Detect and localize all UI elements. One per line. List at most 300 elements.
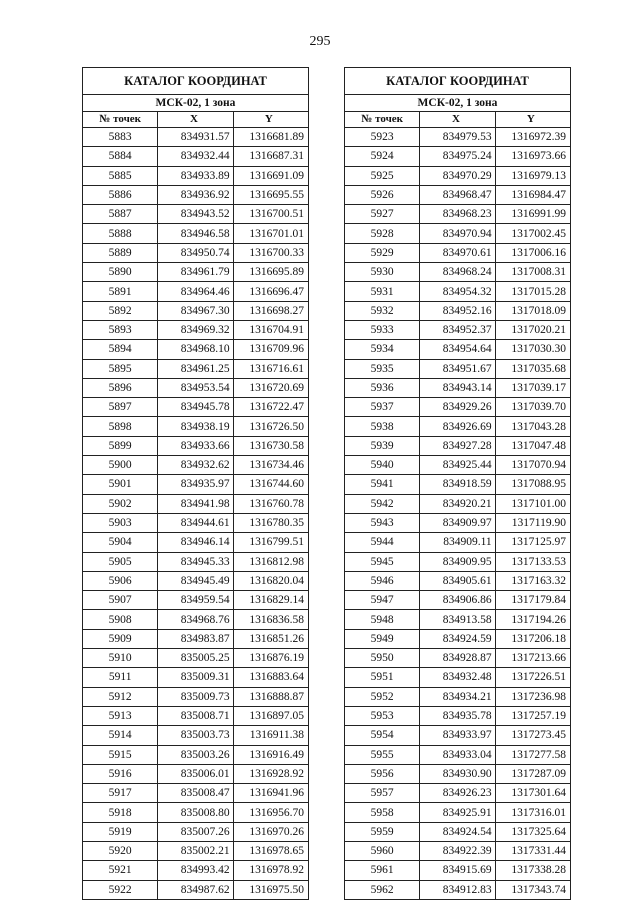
point-number-cell: 5915 <box>83 745 158 764</box>
table-row <box>345 706 571 725</box>
table-row <box>345 513 571 532</box>
y-coordinate-cell: 1317070.94 <box>495 456 570 475</box>
table-row <box>83 340 309 359</box>
x-coordinate-cell: 834961.79 <box>158 263 233 282</box>
point-number-cell: 5945 <box>345 552 420 571</box>
y-coordinate-cell: 1316972.39 <box>495 128 570 147</box>
point-number-cell: 5886 <box>83 185 158 204</box>
x-coordinate-cell: 834915.69 <box>420 861 495 880</box>
x-coordinate-cell: 834987.62 <box>158 880 233 899</box>
table-row <box>345 166 571 185</box>
point-number-cell: 5883 <box>83 128 158 147</box>
x-coordinate-cell: 834930.90 <box>420 764 495 783</box>
point-number-cell: 5962 <box>345 880 420 899</box>
table-row <box>345 745 571 764</box>
x-coordinate-cell: 834944.61 <box>158 513 233 532</box>
table-row <box>83 513 309 532</box>
y-coordinate-cell: 1316829.14 <box>233 591 308 610</box>
table-row <box>83 706 309 725</box>
table-row <box>345 205 571 224</box>
x-coordinate-cell: 835002.21 <box>158 841 233 860</box>
y-coordinate-cell: 1316851.26 <box>233 629 308 648</box>
table-row <box>345 571 571 590</box>
y-coordinate-cell: 1316681.89 <box>233 128 308 147</box>
x-coordinate-cell: 834968.23 <box>420 205 495 224</box>
point-number-cell: 5885 <box>83 166 158 185</box>
table-row <box>83 745 309 764</box>
x-coordinate-cell: 835009.73 <box>158 687 233 706</box>
point-number-cell: 5921 <box>83 861 158 880</box>
table-row <box>83 436 309 455</box>
point-number-cell: 5919 <box>83 822 158 841</box>
x-coordinate-cell: 834920.21 <box>420 494 495 513</box>
table-row <box>83 282 309 301</box>
y-coordinate-cell: 1317006.16 <box>495 243 570 262</box>
point-number-cell: 5898 <box>83 417 158 436</box>
table-row <box>83 687 309 706</box>
y-coordinate-cell: 1316975.50 <box>233 880 308 899</box>
table-row <box>345 378 571 397</box>
point-number-cell: 5930 <box>345 263 420 282</box>
catalog-rows <box>345 128 571 900</box>
table-row <box>83 224 309 243</box>
x-coordinate-cell: 834945.33 <box>158 552 233 571</box>
x-coordinate-cell: 834925.44 <box>420 456 495 475</box>
point-number-cell: 5938 <box>345 417 420 436</box>
y-coordinate-cell: 1316978.65 <box>233 841 308 860</box>
x-coordinate-cell: 834979.53 <box>420 128 495 147</box>
table-row <box>345 726 571 745</box>
point-number-cell: 5911 <box>83 668 158 687</box>
x-coordinate-cell: 834927.28 <box>420 436 495 455</box>
x-coordinate-cell: 834954.32 <box>420 282 495 301</box>
y-coordinate-cell: 1316991.99 <box>495 205 570 224</box>
point-number-cell: 5958 <box>345 803 420 822</box>
table-row <box>345 784 571 803</box>
y-coordinate-cell: 1316696.47 <box>233 282 308 301</box>
point-number-cell: 5937 <box>345 398 420 417</box>
table-row <box>83 398 309 417</box>
point-number-cell: 5954 <box>345 726 420 745</box>
table-row <box>345 533 571 552</box>
point-number-cell: 5950 <box>345 649 420 668</box>
x-coordinate-cell: 834909.11 <box>420 533 495 552</box>
y-coordinate-cell: 1316984.47 <box>495 185 570 204</box>
point-number-cell: 5909 <box>83 629 158 648</box>
x-coordinate-cell: 834964.46 <box>158 282 233 301</box>
x-coordinate-cell: 834905.61 <box>420 571 495 590</box>
y-coordinate-cell: 1317018.09 <box>495 301 570 320</box>
y-coordinate-cell: 1316888.87 <box>233 687 308 706</box>
point-number-cell: 5900 <box>83 456 158 475</box>
point-number-cell: 5923 <box>345 128 420 147</box>
y-coordinate-cell: 1317039.70 <box>495 398 570 417</box>
table-row <box>83 841 309 860</box>
point-number-cell: 5901 <box>83 475 158 494</box>
table-row <box>83 301 309 320</box>
table-row <box>345 359 571 378</box>
x-coordinate-cell: 834968.24 <box>420 263 495 282</box>
y-coordinate-cell: 1317008.31 <box>495 263 570 282</box>
point-number-cell: 5888 <box>83 224 158 243</box>
point-number-cell: 5916 <box>83 764 158 783</box>
table-row <box>345 320 571 339</box>
y-coordinate-cell: 1317338.28 <box>495 861 570 880</box>
table-row <box>83 417 309 436</box>
x-coordinate-cell: 834941.98 <box>158 494 233 513</box>
point-number-cell: 5910 <box>83 649 158 668</box>
y-coordinate-cell: 1317194.26 <box>495 610 570 629</box>
y-coordinate-cell: 1316970.26 <box>233 822 308 841</box>
table-row <box>83 128 309 147</box>
point-number-cell: 5948 <box>345 610 420 629</box>
table-row <box>345 552 571 571</box>
x-coordinate-cell: 834968.76 <box>158 610 233 629</box>
y-coordinate-cell: 1317035.68 <box>495 359 570 378</box>
x-coordinate-cell: 835008.47 <box>158 784 233 803</box>
y-coordinate-cell: 1316978.92 <box>233 861 308 880</box>
point-number-cell: 5920 <box>83 841 158 860</box>
point-number-cell: 5891 <box>83 282 158 301</box>
point-number-cell: 5904 <box>83 533 158 552</box>
y-coordinate-cell: 1316691.09 <box>233 166 308 185</box>
coordinate-catalog-table <box>344 67 571 900</box>
y-coordinate-cell: 1316916.49 <box>233 745 308 764</box>
point-number-cell: 5942 <box>345 494 420 513</box>
table-row <box>345 224 571 243</box>
x-coordinate-cell: 834954.64 <box>420 340 495 359</box>
point-number-cell: 5925 <box>345 166 420 185</box>
y-coordinate-cell: 1316730.58 <box>233 436 308 455</box>
table-row <box>83 591 309 610</box>
x-coordinate-cell: 834951.67 <box>420 359 495 378</box>
x-coordinate-cell: 834935.97 <box>158 475 233 494</box>
catalog-zone: МСК-02, 1 зона <box>83 95 309 112</box>
x-coordinate-cell: 834932.62 <box>158 456 233 475</box>
x-coordinate-cell: 834970.61 <box>420 243 495 262</box>
y-coordinate-cell: 1316722.47 <box>233 398 308 417</box>
column-header-point-number: № точек <box>83 112 158 128</box>
y-coordinate-cell: 1317088.95 <box>495 475 570 494</box>
point-number-cell: 5897 <box>83 398 158 417</box>
point-number-cell: 5956 <box>345 764 420 783</box>
y-coordinate-cell: 1316701.01 <box>233 224 308 243</box>
y-coordinate-cell: 1316700.33 <box>233 243 308 262</box>
point-number-cell: 5893 <box>83 320 158 339</box>
x-coordinate-cell: 835008.80 <box>158 803 233 822</box>
y-coordinate-cell: 1316973.66 <box>495 147 570 166</box>
table-row <box>83 263 309 282</box>
y-coordinate-cell: 1317213.66 <box>495 649 570 668</box>
table-row <box>345 398 571 417</box>
y-coordinate-cell: 1316709.96 <box>233 340 308 359</box>
y-coordinate-cell: 1317301.64 <box>495 784 570 803</box>
catalog-title: КАТАЛОГ КООРДИНАТ <box>83 68 309 95</box>
table-row <box>345 185 571 204</box>
y-coordinate-cell: 1316928.92 <box>233 764 308 783</box>
x-coordinate-cell: 834993.42 <box>158 861 233 880</box>
catalog-rows <box>83 128 309 900</box>
x-coordinate-cell: 834943.14 <box>420 378 495 397</box>
y-coordinate-cell: 1317047.48 <box>495 436 570 455</box>
table-row <box>345 263 571 282</box>
y-coordinate-cell: 1317020.21 <box>495 320 570 339</box>
table-row <box>345 128 571 147</box>
x-coordinate-cell: 834950.74 <box>158 243 233 262</box>
table-row <box>345 591 571 610</box>
point-number-cell: 5894 <box>83 340 158 359</box>
point-number-cell: 5932 <box>345 301 420 320</box>
y-coordinate-cell: 1317236.98 <box>495 687 570 706</box>
table-row <box>83 243 309 262</box>
point-number-cell: 5913 <box>83 706 158 725</box>
y-coordinate-cell: 1316716.61 <box>233 359 308 378</box>
table-row <box>83 494 309 513</box>
table-row <box>83 552 309 571</box>
y-coordinate-cell: 1316876.19 <box>233 649 308 668</box>
table-row <box>83 668 309 687</box>
point-number-cell: 5912 <box>83 687 158 706</box>
table-row <box>83 803 309 822</box>
point-number-cell: 5890 <box>83 263 158 282</box>
point-number-cell: 5907 <box>83 591 158 610</box>
table-row <box>83 649 309 668</box>
point-number-cell: 5955 <box>345 745 420 764</box>
y-coordinate-cell: 1316812.98 <box>233 552 308 571</box>
y-coordinate-cell: 1317039.17 <box>495 378 570 397</box>
y-coordinate-cell: 1316700.51 <box>233 205 308 224</box>
page-number: 295 <box>309 34 331 49</box>
table-row <box>345 803 571 822</box>
column-header-y: Y <box>495 112 570 128</box>
table-row <box>83 629 309 648</box>
catalog-title: КАТАЛОГ КООРДИНАТ <box>345 68 571 95</box>
y-coordinate-cell: 1317226.51 <box>495 668 570 687</box>
point-number-cell: 5935 <box>345 359 420 378</box>
table-row <box>83 533 309 552</box>
x-coordinate-cell: 834945.78 <box>158 398 233 417</box>
point-number-cell: 5949 <box>345 629 420 648</box>
y-coordinate-cell: 1317002.45 <box>495 224 570 243</box>
x-coordinate-cell: 834933.04 <box>420 745 495 764</box>
x-coordinate-cell: 834934.21 <box>420 687 495 706</box>
table-row <box>83 359 309 378</box>
table-row <box>83 205 309 224</box>
point-number-cell: 5959 <box>345 822 420 841</box>
x-coordinate-cell: 834970.94 <box>420 224 495 243</box>
x-coordinate-cell: 834959.54 <box>158 591 233 610</box>
x-coordinate-cell: 834935.78 <box>420 706 495 725</box>
x-coordinate-cell: 834906.86 <box>420 591 495 610</box>
x-coordinate-cell: 834970.29 <box>420 166 495 185</box>
table-row <box>345 282 571 301</box>
table-row <box>83 456 309 475</box>
y-coordinate-cell: 1317163.32 <box>495 571 570 590</box>
x-coordinate-cell: 834943.52 <box>158 205 233 224</box>
point-number-cell: 5946 <box>345 571 420 590</box>
table-row <box>83 185 309 204</box>
y-coordinate-cell: 1316799.51 <box>233 533 308 552</box>
point-number-cell: 5928 <box>345 224 420 243</box>
x-coordinate-cell: 834933.97 <box>420 726 495 745</box>
point-number-cell: 5952 <box>345 687 420 706</box>
column-header-point-number: № точек <box>345 112 420 128</box>
column-header-x: X <box>420 112 495 128</box>
x-coordinate-cell: 835006.01 <box>158 764 233 783</box>
y-coordinate-cell: 1316979.13 <box>495 166 570 185</box>
x-coordinate-cell: 834945.49 <box>158 571 233 590</box>
table-row <box>345 610 571 629</box>
y-coordinate-cell: 1316734.46 <box>233 456 308 475</box>
table-row <box>83 571 309 590</box>
x-coordinate-cell: 834912.83 <box>420 880 495 899</box>
x-coordinate-cell: 834926.23 <box>420 784 495 803</box>
coordinate-catalog-table <box>82 67 309 900</box>
x-coordinate-cell: 834932.44 <box>158 147 233 166</box>
x-coordinate-cell: 834924.59 <box>420 629 495 648</box>
y-coordinate-cell: 1317133.53 <box>495 552 570 571</box>
table-row <box>345 764 571 783</box>
x-coordinate-cell: 834983.87 <box>158 629 233 648</box>
point-number-cell: 5961 <box>345 861 420 880</box>
table-row <box>345 629 571 648</box>
point-number-cell: 5896 <box>83 378 158 397</box>
y-coordinate-cell: 1316687.31 <box>233 147 308 166</box>
table-row <box>345 494 571 513</box>
point-number-cell: 5941 <box>345 475 420 494</box>
y-coordinate-cell: 1316698.27 <box>233 301 308 320</box>
y-coordinate-cell: 1316883.64 <box>233 668 308 687</box>
point-number-cell: 5934 <box>345 340 420 359</box>
column-header-x: X <box>158 112 233 128</box>
column-header-y: Y <box>233 112 308 128</box>
point-number-cell: 5943 <box>345 513 420 532</box>
table-row <box>345 417 571 436</box>
table-row <box>345 841 571 860</box>
x-coordinate-cell: 834928.87 <box>420 649 495 668</box>
point-number-cell: 5892 <box>83 301 158 320</box>
x-coordinate-cell: 834952.16 <box>420 301 495 320</box>
x-coordinate-cell: 834969.32 <box>158 320 233 339</box>
table-row <box>83 475 309 494</box>
y-coordinate-cell: 1317119.90 <box>495 513 570 532</box>
x-coordinate-cell: 834967.30 <box>158 301 233 320</box>
y-coordinate-cell: 1316820.04 <box>233 571 308 590</box>
point-number-cell: 5957 <box>345 784 420 803</box>
x-coordinate-cell: 834968.47 <box>420 185 495 204</box>
point-number-cell: 5899 <box>83 436 158 455</box>
y-coordinate-cell: 1316695.89 <box>233 263 308 282</box>
table-row <box>345 649 571 668</box>
table-row <box>345 340 571 359</box>
y-coordinate-cell: 1316695.55 <box>233 185 308 204</box>
table-row <box>83 166 309 185</box>
point-number-cell: 5940 <box>345 456 420 475</box>
y-coordinate-cell: 1316941.96 <box>233 784 308 803</box>
point-number-cell: 5922 <box>83 880 158 899</box>
point-number-cell: 5905 <box>83 552 158 571</box>
y-coordinate-cell: 1316911.38 <box>233 726 308 745</box>
point-number-cell: 5953 <box>345 706 420 725</box>
table-row <box>83 610 309 629</box>
y-coordinate-cell: 1317206.18 <box>495 629 570 648</box>
y-coordinate-cell: 1316720.69 <box>233 378 308 397</box>
y-coordinate-cell: 1317179.84 <box>495 591 570 610</box>
point-number-cell: 5927 <box>345 205 420 224</box>
point-number-cell: 5884 <box>83 147 158 166</box>
point-number-cell: 5914 <box>83 726 158 745</box>
y-coordinate-cell: 1317316.01 <box>495 803 570 822</box>
x-coordinate-cell: 834932.48 <box>420 668 495 687</box>
x-coordinate-cell: 835007.26 <box>158 822 233 841</box>
table-row <box>345 301 571 320</box>
point-number-cell: 5903 <box>83 513 158 532</box>
x-coordinate-cell: 834933.66 <box>158 436 233 455</box>
point-number-cell: 5917 <box>83 784 158 803</box>
x-coordinate-cell: 834953.54 <box>158 378 233 397</box>
x-coordinate-cell: 834909.95 <box>420 552 495 571</box>
y-coordinate-cell: 1317331.44 <box>495 841 570 860</box>
x-coordinate-cell: 834931.57 <box>158 128 233 147</box>
table-row <box>345 687 571 706</box>
y-coordinate-cell: 1317325.64 <box>495 822 570 841</box>
x-coordinate-cell: 834924.54 <box>420 822 495 841</box>
y-coordinate-cell: 1316744.60 <box>233 475 308 494</box>
table-row <box>83 320 309 339</box>
y-coordinate-cell: 1317343.74 <box>495 880 570 899</box>
table-row <box>345 456 571 475</box>
table-row <box>83 378 309 397</box>
x-coordinate-cell: 834946.14 <box>158 533 233 552</box>
table-row <box>83 147 309 166</box>
x-coordinate-cell: 834929.26 <box>420 398 495 417</box>
x-coordinate-cell: 834918.59 <box>420 475 495 494</box>
table-row <box>83 764 309 783</box>
point-number-cell: 5926 <box>345 185 420 204</box>
x-coordinate-cell: 834936.92 <box>158 185 233 204</box>
point-number-cell: 5908 <box>83 610 158 629</box>
x-coordinate-cell: 834933.89 <box>158 166 233 185</box>
y-coordinate-cell: 1316726.50 <box>233 417 308 436</box>
y-coordinate-cell: 1316836.58 <box>233 610 308 629</box>
y-coordinate-cell: 1317015.28 <box>495 282 570 301</box>
x-coordinate-cell: 834938.19 <box>158 417 233 436</box>
point-number-cell: 5902 <box>83 494 158 513</box>
y-coordinate-cell: 1316780.35 <box>233 513 308 532</box>
point-number-cell: 5947 <box>345 591 420 610</box>
point-number-cell: 5944 <box>345 533 420 552</box>
x-coordinate-cell: 834975.24 <box>420 147 495 166</box>
point-number-cell: 5889 <box>83 243 158 262</box>
x-coordinate-cell: 834922.39 <box>420 841 495 860</box>
y-coordinate-cell: 1316760.78 <box>233 494 308 513</box>
y-coordinate-cell: 1317101.00 <box>495 494 570 513</box>
point-number-cell: 5887 <box>83 205 158 224</box>
y-coordinate-cell: 1317043.28 <box>495 417 570 436</box>
y-coordinate-cell: 1317125.97 <box>495 533 570 552</box>
point-number-cell: 5939 <box>345 436 420 455</box>
table-row <box>345 668 571 687</box>
table-row <box>83 880 309 899</box>
table-row <box>345 861 571 880</box>
point-number-cell: 5906 <box>83 571 158 590</box>
x-coordinate-cell: 834961.25 <box>158 359 233 378</box>
table-row <box>83 822 309 841</box>
x-coordinate-cell: 834952.37 <box>420 320 495 339</box>
table-row <box>83 861 309 880</box>
point-number-cell: 5931 <box>345 282 420 301</box>
x-coordinate-cell: 835008.71 <box>158 706 233 725</box>
